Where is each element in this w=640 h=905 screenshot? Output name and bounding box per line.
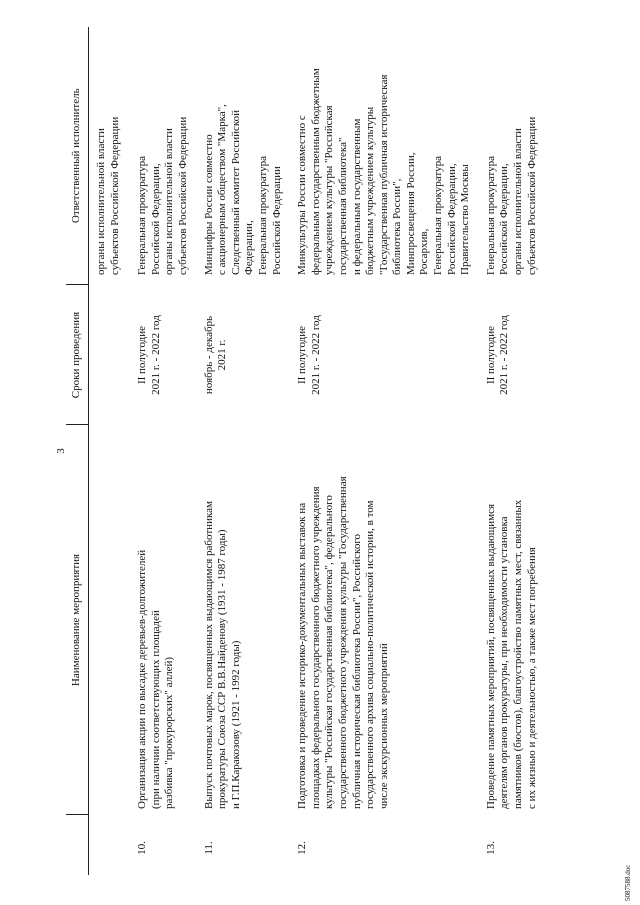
name-line: деятелям органов прокуратуры, при необходимости установка bbox=[498, 516, 511, 809]
name-line: памятников (бюстов), благоустройство памятных мест, связанных bbox=[512, 499, 525, 809]
responsible-cell bbox=[203, 27, 297, 285]
timing-cell bbox=[296, 285, 485, 425]
timing-line: 2021 г. - 2022 год bbox=[309, 315, 322, 395]
responsible-line: Российской Федерации, bbox=[149, 163, 162, 275]
timing-cell bbox=[485, 285, 539, 425]
timing-line: II полугодие bbox=[484, 325, 497, 385]
name-line: и Г.П.Каракозову (1921 - 1992 годы) bbox=[229, 640, 242, 809]
header-responsible: Ответственный исполнитель bbox=[66, 27, 89, 285]
event-name-cell bbox=[485, 425, 539, 815]
responsible-cell bbox=[136, 27, 202, 285]
timing-cell bbox=[136, 285, 202, 425]
responsible-line: библиотека России", bbox=[391, 178, 404, 275]
name-line: Организация акции по высадке деревьев-долгожителей bbox=[136, 549, 149, 809]
responsible-line: субъектов Российской Федерации bbox=[525, 116, 538, 275]
name-line: государственного бюджетного учреждения культуры "Государственная bbox=[336, 476, 349, 809]
responsible-cell bbox=[296, 27, 485, 285]
events-table bbox=[66, 27, 539, 875]
event-name-cell bbox=[136, 425, 202, 815]
continuation-line: органы исполнительной власти bbox=[95, 128, 107, 275]
responsible-line: субъектов Российской Федерации bbox=[176, 116, 189, 275]
continuation-responsible-cell bbox=[89, 27, 137, 285]
responsible-line: Генеральная прокуратура bbox=[484, 156, 497, 275]
table-row-continuation bbox=[89, 27, 137, 875]
responsible-line: бюджетным учреждением культуры bbox=[364, 106, 377, 275]
responsible-line: Правительство Москвы bbox=[459, 164, 472, 275]
timing-line: II полугодие bbox=[296, 325, 309, 385]
responsible-line: Российской Федерации bbox=[270, 166, 283, 275]
table-row bbox=[203, 27, 297, 875]
responsible-line: Минпросвещения России, bbox=[404, 152, 417, 275]
name-line: публичная историческая библиотека России", Российского bbox=[350, 533, 363, 809]
name-line: Подготовка и проведение историко-документальных выставок на bbox=[296, 502, 309, 809]
responsible-line: Федерации, bbox=[243, 220, 256, 275]
row-number: 12. bbox=[296, 841, 309, 855]
timing-line: 2021 г. - 2022 год bbox=[149, 315, 162, 395]
responsible-line: Росархив, bbox=[418, 228, 431, 275]
responsible-line: Российской Федерации, bbox=[445, 163, 458, 275]
responsible-line: органы исполнительной власти bbox=[163, 128, 176, 275]
name-line: прокуратуры Союза ССР В.В.Найденову (1931 - 1987 годы) bbox=[216, 529, 229, 809]
responsible-line: органы исполнительной власти bbox=[512, 128, 525, 275]
name-line: культуры "Российская государственная библиотека", федерального bbox=[323, 495, 336, 809]
responsible-line: учреждением культуры "Российская bbox=[323, 105, 336, 275]
responsible-line: Генеральная прокуратура bbox=[256, 156, 269, 275]
event-name-cell bbox=[203, 425, 297, 815]
responsible-line: и федеральным государственным bbox=[350, 118, 363, 275]
timing-line: 2021 г. bbox=[216, 339, 229, 371]
row-number: 10. bbox=[136, 841, 149, 855]
footer-filename: 5087588.doc bbox=[624, 864, 632, 901]
responsible-line: с акционерным обществом "Марка", bbox=[216, 104, 229, 275]
name-line: с их жизнью и деятельностью, а также мест погребения bbox=[525, 547, 538, 809]
header-number bbox=[66, 815, 89, 875]
table-row bbox=[296, 27, 485, 875]
name-line: государственного архива социально-политической истории, в том bbox=[364, 500, 377, 809]
responsible-line: Минкультуры России совместно с bbox=[296, 115, 309, 275]
continuation-line: субъектов Российской Федерации bbox=[108, 116, 121, 275]
responsible-line: Минцифры России совместно bbox=[202, 134, 215, 275]
name-line: Выпуск почтовых марок, посвященных выдающимся работникам bbox=[202, 501, 215, 809]
responsible-line: Генеральная прокуратура bbox=[432, 156, 445, 275]
name-line: числе экскурсионных мероприятий bbox=[377, 643, 390, 809]
table-row bbox=[136, 27, 202, 875]
timing-cell bbox=[203, 285, 297, 425]
header-timing: Сроки проведения bbox=[66, 285, 89, 425]
responsible-line: Генеральная прокуратура bbox=[136, 156, 149, 275]
header-name: Наименование мероприятия bbox=[66, 425, 89, 815]
responsible-line: Российской Федерации, bbox=[498, 163, 511, 275]
name-line: площадках федерального государственного бюджетного учреждения bbox=[309, 486, 322, 809]
timing-line: 2021 г. - 2022 год bbox=[498, 315, 511, 395]
name-line: (при наличии соответствующих площадей bbox=[149, 610, 162, 809]
page-number: 3 bbox=[55, 448, 67, 454]
event-name-cell bbox=[296, 425, 485, 815]
timing-line: ноябрь - декабрь bbox=[202, 315, 215, 395]
timing-line: II полугодие bbox=[136, 325, 149, 385]
responsible-line: "Государственная публичная историческая bbox=[377, 74, 390, 275]
name-line: разбивка "прокурорских" аллей) bbox=[163, 656, 176, 809]
table-row bbox=[485, 27, 539, 875]
responsible-line: федеральным государственным бюджетным bbox=[309, 68, 322, 275]
responsible-line: государственная библиотека" bbox=[336, 137, 349, 275]
responsible-cell bbox=[485, 27, 539, 285]
table-header-row bbox=[66, 27, 89, 875]
row-number: 11. bbox=[202, 841, 215, 855]
responsible-line: Следственный комитет Российской bbox=[229, 109, 242, 275]
row-number: 13. bbox=[484, 841, 497, 855]
name-line: Проведение памятных мероприятий, посвященных выдающимся bbox=[484, 503, 497, 809]
